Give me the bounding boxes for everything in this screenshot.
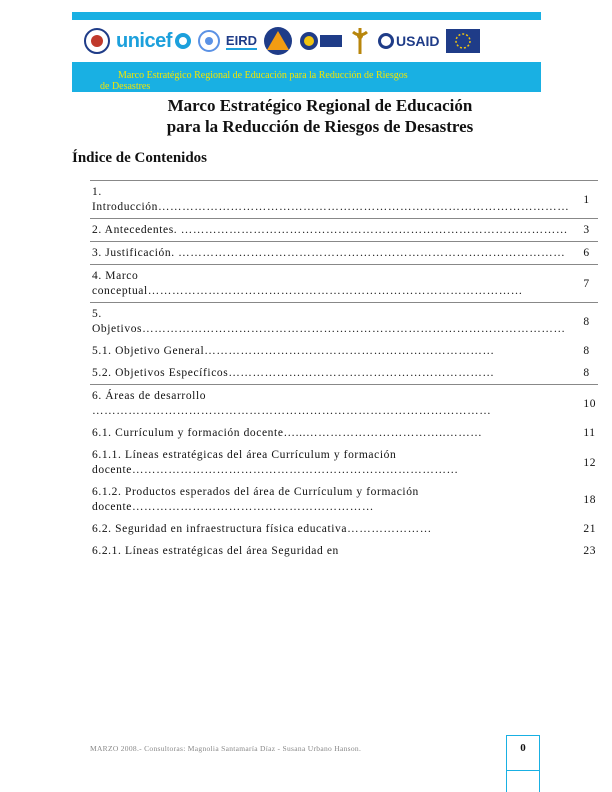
red-logo xyxy=(84,28,110,54)
toc-entry[interactable] xyxy=(90,518,598,540)
toc-entry-page: 1 xyxy=(571,181,598,219)
toc-entry-text: 6.2.1. Líneas estratégicas del área Seguridad en xyxy=(92,545,339,557)
page-footer: MARZO 2008.- Consultoras: Magnolia Santamaría Díaz - Susana Urbano Hanson. xyxy=(90,744,362,753)
toc-entry-text: 6. Áreas de desarrollo ……………………………………………………………………………………… xyxy=(90,385,571,423)
toc-entry[interactable] xyxy=(90,340,598,362)
toc-entry[interactable] xyxy=(90,265,598,303)
toc-entry-text: 5.2. Objetivos Específicos………………………………………………………… xyxy=(92,367,495,379)
toc-entry-page: 12 xyxy=(583,456,597,469)
toc-entry-text: 5. Objetivos…………………………………………………………………………………………… xyxy=(90,303,571,341)
toc-entry[interactable] xyxy=(90,444,598,481)
toc-heading: Índice de Contenidos xyxy=(72,150,208,166)
toc-entry-page: 23 xyxy=(583,545,597,557)
running-header xyxy=(100,70,480,92)
civil-protection-logo xyxy=(263,26,293,56)
page-number-divider xyxy=(506,770,540,771)
document-title xyxy=(120,95,520,137)
un-emblem-logo xyxy=(198,30,220,52)
toc-entry[interactable] xyxy=(90,219,598,242)
toc-entry[interactable] xyxy=(90,362,598,385)
table-of-contents xyxy=(90,180,598,562)
toc-entry-page: 21 xyxy=(583,523,597,535)
health-organization-logo xyxy=(349,26,371,56)
toc-entry-text: 6.1.1. Líneas estratégicas del área Currículum y formación docente……………………………………………………………………… xyxy=(92,449,459,476)
running-header-line2: de Desastres xyxy=(100,81,151,92)
unicef-logo: unicef xyxy=(116,30,192,53)
running-header-line1: Marco Estratégico Regional de Educación para la Reducción de Riesgos xyxy=(118,70,408,81)
toc-entry[interactable] xyxy=(90,385,598,423)
toc-entry-text: 4. Marco conceptual………………………………………………………………………………… xyxy=(90,265,571,303)
toc-entry-text: 6.2. Seguridad en infraestructura física educativa………………… xyxy=(92,523,432,535)
toc-entry-text: 6.1. Currículum y formación docente…...……………………………..……… xyxy=(92,427,483,439)
document-title-line2: para la Reducción de Riesgos de Desastres xyxy=(166,117,474,136)
toc-entry-text: 6.1.2. Productos esperados del área de Currículum y formación docente…………………………………………………… xyxy=(92,486,419,513)
page-number: 0 xyxy=(506,735,540,792)
toc-entry-text: 3. Justificación. …………………………………………………………………………………… xyxy=(90,242,571,265)
toc-entry-page: 11 xyxy=(583,427,596,439)
toc-entry[interactable] xyxy=(90,181,598,219)
header-top-bar xyxy=(72,12,541,20)
toc-entry-page: 8 xyxy=(583,367,590,379)
logo-strip xyxy=(72,20,541,62)
toc-entry[interactable] xyxy=(90,422,598,444)
toc-entry-page: 8 xyxy=(583,345,590,357)
toc-entry-page: 6 xyxy=(571,242,598,265)
european-union-logo xyxy=(446,29,480,53)
toc-entry[interactable] xyxy=(90,303,598,341)
toc-entry[interactable] xyxy=(90,481,598,518)
toc-entry-page: 7 xyxy=(571,265,598,303)
toc-entry-page: 8 xyxy=(571,303,598,341)
document-title-line1: Marco Estratégico Regional de Educación xyxy=(167,96,473,115)
oas-logo xyxy=(299,29,343,53)
toc-entry-text: 2. Antecedentes. …………………………………………………………………………………… xyxy=(90,219,571,242)
toc-entry-page: 10 xyxy=(571,385,598,423)
usaid-logo: USAID xyxy=(377,32,440,50)
toc-entry-text: 5.1. Objetivo General……………………………………………………………… xyxy=(92,345,495,357)
toc-entry[interactable] xyxy=(90,540,598,562)
toc-entry-page: 18 xyxy=(583,493,597,506)
toc-entry-text: 1. Introducción………………………………………………………………………………………… xyxy=(90,181,571,219)
eird-logo: EIRD xyxy=(225,32,257,48)
toc-entry-page: 3 xyxy=(571,219,598,242)
toc-entry[interactable] xyxy=(90,242,598,265)
